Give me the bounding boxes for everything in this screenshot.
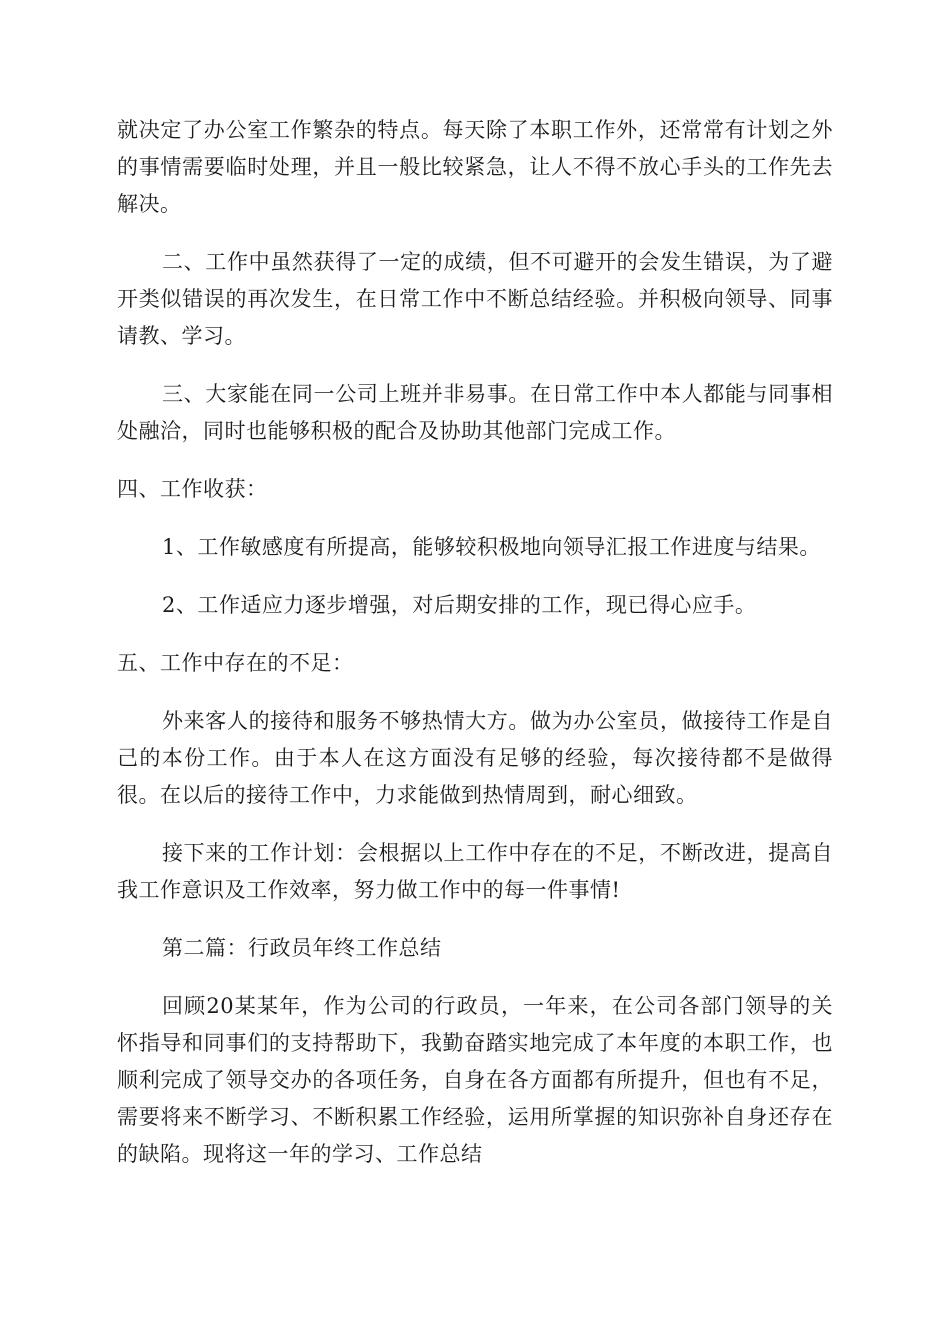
document-body — [117, 112, 833, 1194]
paragraph-section-three: 三、大家能在同一公司上班并非易事。在日常工作中本人都能与同事相处融洽，同时也能够积极的配合及协助其他部门完成工作。 — [117, 382, 833, 443]
paragraph-office-characteristics: 就决定了办公室工作繁杂的特点。每天除了本职工作外，还常常有计划之外的事情需要临时处理，并且一般比较紧急，让人不得不放心手头的工作先去解决。 — [117, 118, 833, 216]
paragraph-gain-two: 2、工作适应力逐步增强，对后期安排的工作，现已得心应手。 — [162, 593, 757, 617]
heading-part-two: 第二篇：行政员年终工作总结 — [162, 936, 442, 960]
paragraph-gain-one: 1、工作敏感度有所提高，能够较积极地向领导汇报工作进度与结果。 — [162, 535, 821, 559]
heading-section-four: 四、工作收获： — [117, 477, 268, 501]
heading-section-five: 五、工作中存在的不足： — [117, 651, 354, 675]
paragraph-section-two: 二、工作中虽然获得了一定的成绩，但不可避开的会发生错误，为了避开类似错误的再次发生，在日常工作中不断总结经验。并积极向领导、同事请教、学习。 — [117, 250, 833, 348]
paragraph-next-plan: 接下来的工作计划：会根据以上工作中存在的不足，不断改进，提高自我工作意识及工作效率，努力做工作中的每一件事情! — [117, 841, 833, 902]
paragraph-shortcomings: 外来客人的接待和服务不够热情大方。做为办公室员，做接待工作是自己的本份工作。由于本人在这方面没有足够的经验，每次接待都不是做得很。在以后的接待工作中，力求能做到热情周到，耐心细致。 — [117, 709, 833, 807]
paragraph-year-review: 回顾20某某年，作为公司的行政员，一年来，在公司各部门领导的关怀指导和同事们的支持帮助下，我勤奋踏实地完成了本年度的本职工作，也顺利完成了领导交办的各项任务，自身在各方面都有所提升，但也有不足，需要将来不断学习、不断积累工作经验，运用所掌握的知识弥补自身还存在的缺陷。现将这一年的学习、工作总结 — [117, 994, 833, 1166]
